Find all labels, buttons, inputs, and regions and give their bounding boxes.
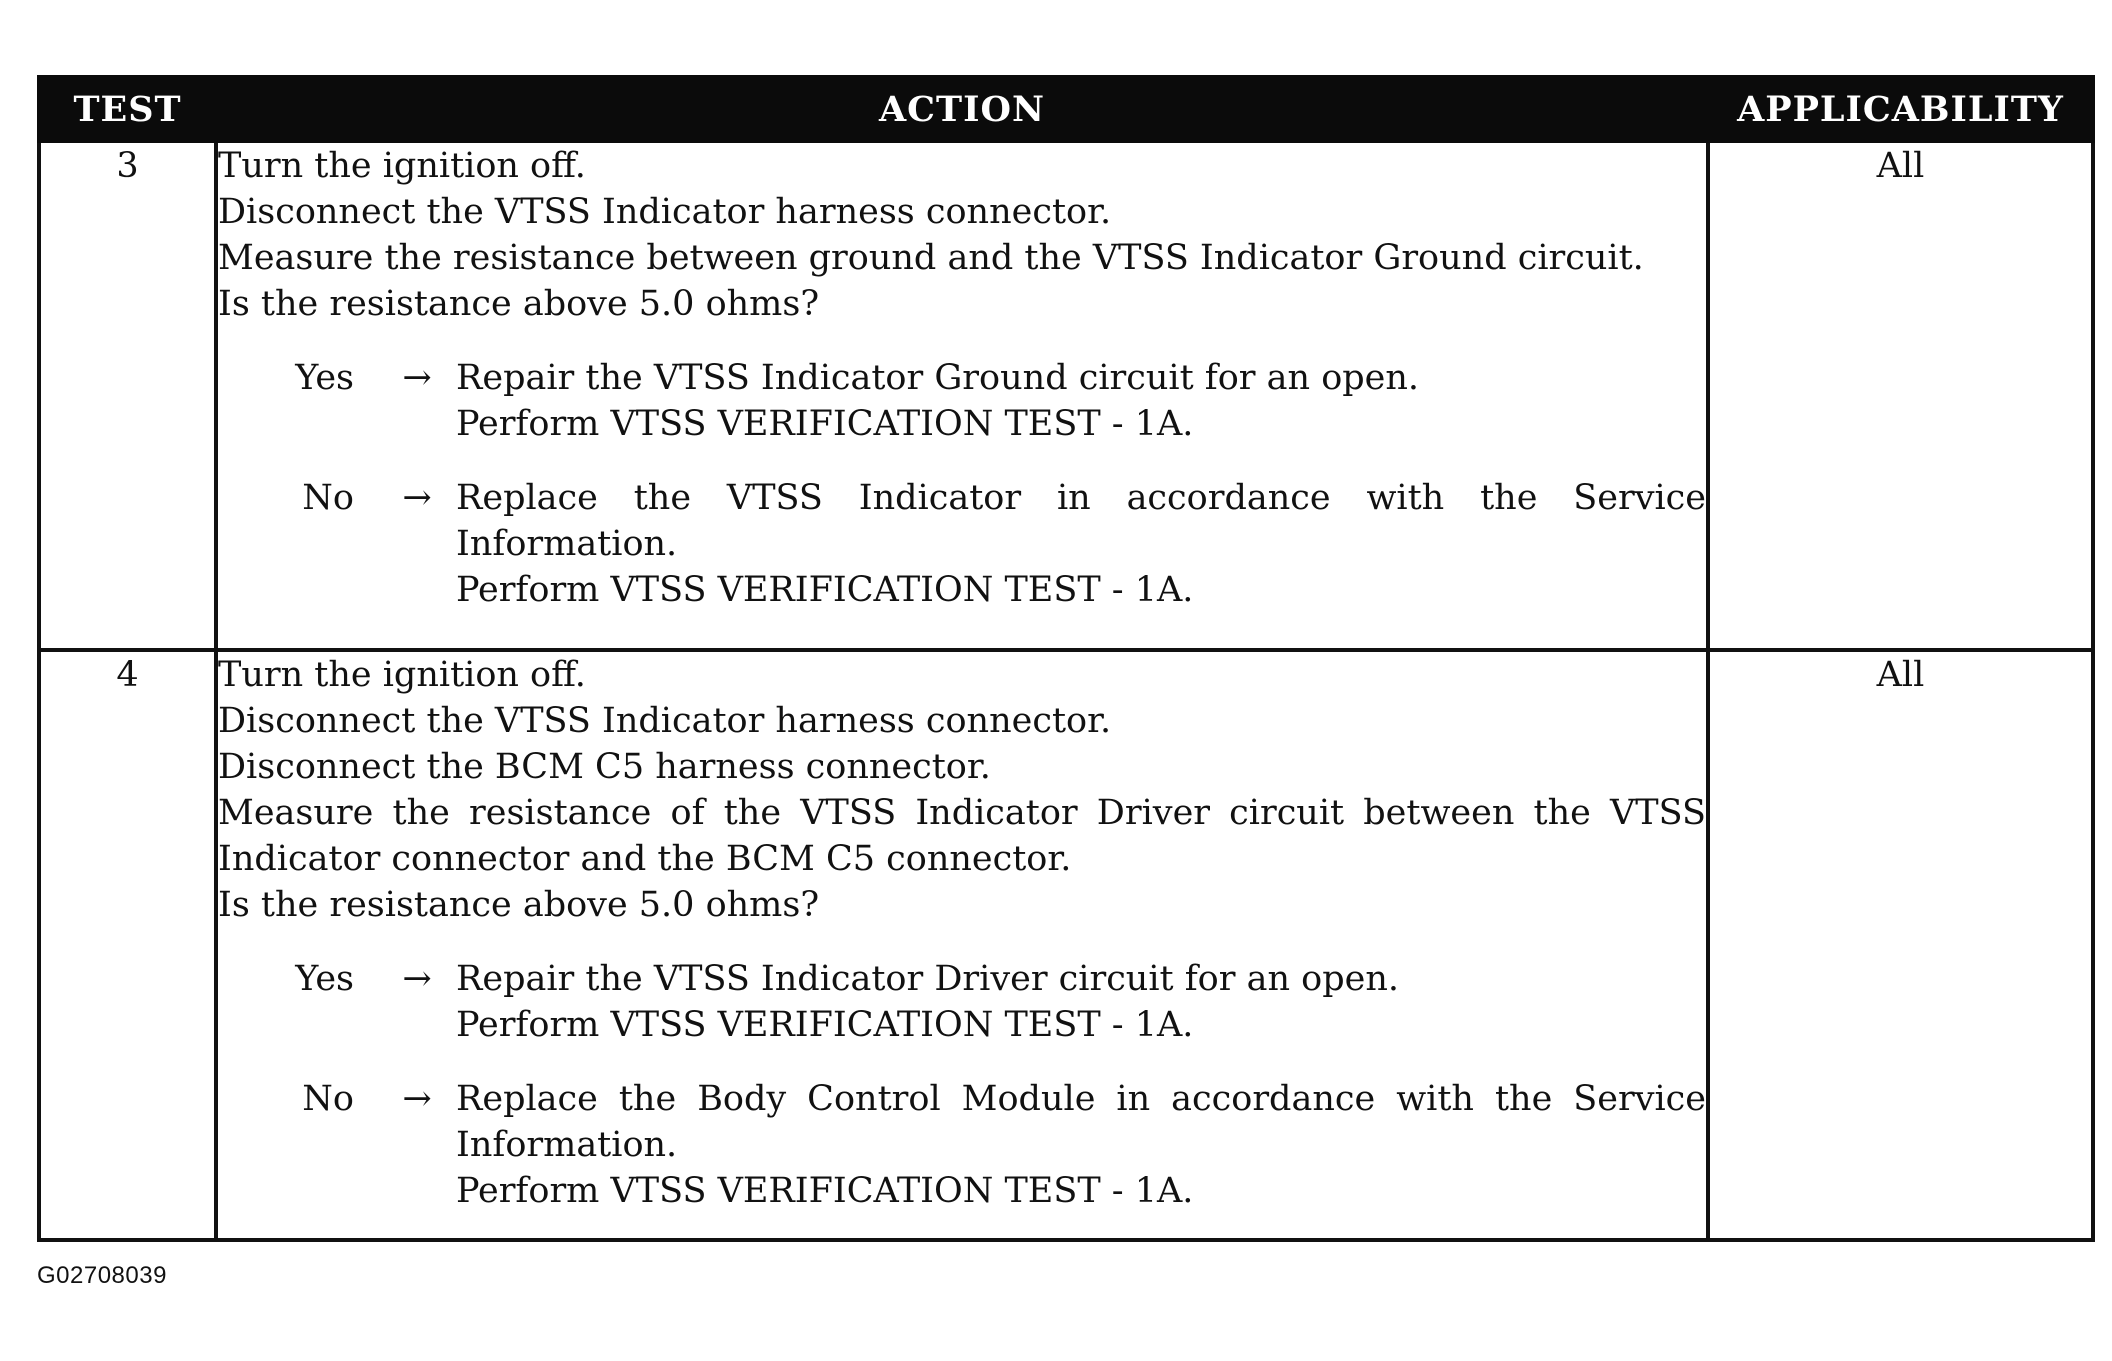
arrow-right-icon: →: [402, 358, 432, 398]
step-line: Measure the resistance of the VTSS Indicator Driver circuit between the VTSS: [218, 793, 1706, 833]
outcome-no-text: [456, 475, 1706, 613]
outcome-no: [218, 475, 1706, 613]
step-line: Measure the resistance between ground and the VTSS Indicator Ground circuit.: [218, 238, 1644, 278]
outcome-line: Perform VTSS VERIFICATION TEST - 1A.: [456, 404, 1194, 444]
header-action: ACTION: [216, 77, 1708, 141]
diagnostic-test-table: [37, 75, 2095, 1242]
arrow-right-icon: →: [402, 478, 432, 518]
arrow-right-icon: →: [402, 959, 432, 999]
header-applicability: APPLICABILITY: [1708, 77, 2093, 141]
outcome-yes: [218, 956, 1706, 1048]
outcome-line: Perform VTSS VERIFICATION TEST - 1A.: [456, 1171, 1194, 1211]
step-line: Indicator connector and the BCM C5 connector.: [218, 839, 1072, 879]
outcome-line: Information.: [456, 524, 678, 564]
table-row: [39, 650, 2093, 1240]
outcome-line: Information.: [456, 1125, 678, 1165]
action-cell: [216, 650, 1708, 1240]
action-cell: [216, 141, 1708, 650]
outcome-no-text: [456, 1076, 1706, 1214]
outcome-line: Repair the VTSS Indicator Ground circuit for an open.: [456, 358, 1420, 398]
outcome-yes-text: [456, 956, 1706, 1048]
step-line: Turn the ignition off.: [218, 146, 586, 186]
outcome-no: [218, 1076, 1706, 1214]
applicability-value: All: [1708, 650, 2093, 1240]
outcome-line: Replace the VTSS Indicator in accordance with the Service: [456, 478, 1706, 518]
outcome-yes-label: Yes: [295, 358, 354, 398]
outcome-line: Perform VTSS VERIFICATION TEST - 1A.: [456, 1005, 1194, 1045]
step-line: Disconnect the VTSS Indicator harness connector.: [218, 192, 1112, 232]
outcome-yes-text: [456, 355, 1706, 447]
step-question: Is the resistance above 5.0 ohms?: [218, 284, 820, 324]
test-number: 3: [39, 141, 216, 650]
outcome-line: Repair the VTSS Indicator Driver circuit for an open.: [456, 959, 1400, 999]
outcome-yes-label: Yes: [295, 959, 354, 999]
outcome-no-label: No: [302, 478, 354, 518]
step-line: Turn the ignition off.: [218, 655, 586, 695]
table-row: [39, 141, 2093, 650]
table-header-row: [39, 77, 2093, 141]
outcome-yes: [218, 355, 1706, 447]
outcome-line: Replace the Body Control Module in accordance with the Service: [456, 1079, 1706, 1119]
step-line: Disconnect the BCM C5 harness connector.: [218, 747, 991, 787]
applicability-value: All: [1708, 141, 2093, 650]
outcome-line: Perform VTSS VERIFICATION TEST - 1A.: [456, 570, 1194, 610]
header-test: TEST: [39, 77, 216, 141]
step-question: Is the resistance above 5.0 ohms?: [218, 885, 820, 925]
figure-id: G02708039: [37, 1262, 167, 1289]
arrow-right-icon: →: [402, 1079, 432, 1119]
test-number: 4: [39, 650, 216, 1240]
outcome-no-label: No: [302, 1079, 354, 1119]
step-line: Disconnect the VTSS Indicator harness connector.: [218, 701, 1112, 741]
